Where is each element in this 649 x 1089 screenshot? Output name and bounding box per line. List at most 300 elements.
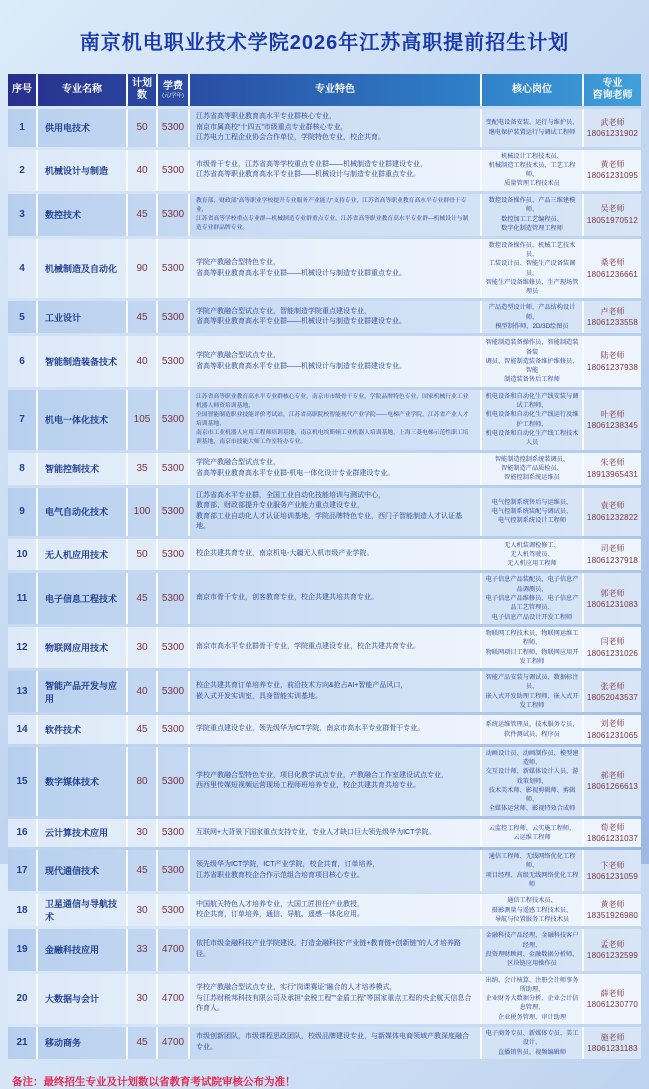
column-header-2 [38, 74, 128, 106]
feature-line: 江苏省高等职业教育高水平专业群——机械设计与制造专业群重点专业。 [196, 171, 420, 179]
tuition-value: 5300 [158, 194, 190, 236]
consult-teacher [584, 894, 641, 926]
table-row-10 [8, 539, 641, 571]
table-row-5 [8, 301, 641, 333]
major-features [190, 747, 482, 816]
position-line: 智能生产设备维修员、生产现场管理员 [485, 278, 579, 296]
position-line: 工装设计员、智能生产设备装调员、 [488, 260, 576, 277]
table-row-12 [8, 627, 641, 668]
tuition-value: 5300 [158, 239, 190, 299]
feature-line: 南京市工业机器人应用工程师培训基地，南京机电埃斯顿工业机器人培训基地，上海三菱电梯示范性职工培训基地，南京市技能大师工作室特办专业。 [196, 429, 469, 445]
teacher-phone: 18061231083 [586, 599, 639, 609]
position-line: 云运维工程师 [513, 833, 551, 841]
tuition-value: 5300 [158, 453, 190, 485]
table-row-3 [8, 194, 641, 236]
core-positions [482, 850, 584, 891]
major-features [190, 150, 482, 191]
feature-line: 互联网+大背景下国家重点支持专业，专业人才缺口巨大领先级华为ICT学院。 [196, 828, 436, 836]
feature-line: 江苏省高等职业教育高水平专业群核心专业，南京市市级骨干专业，学院品牌特色专业，国家机械行业工业机器人师资培训基地， [196, 393, 469, 409]
consult-teacher [584, 974, 641, 1024]
teacher-name: 闫老师 [600, 637, 625, 647]
position-line: 数控设备操作员、产品三维建模师、 [488, 197, 576, 214]
major-name: 软件技术 [38, 715, 128, 743]
position-line: 项目经理、高级无线网络优化工程师 [485, 871, 579, 889]
core-positions [482, 390, 584, 450]
position-line: 电子信息产品维修员、电子信息产品工艺管理员、 [485, 595, 579, 612]
plan-count: 105 [128, 390, 158, 450]
consult-teacher [584, 850, 641, 891]
position-line: 智能控制系统运维员 [504, 474, 560, 482]
consult-teacher [584, 627, 641, 668]
plan-count: 45 [128, 573, 158, 623]
position-line: 产品造型设计师、产品结构设计师、 [488, 304, 576, 321]
consult-teacher [584, 715, 641, 743]
consult-teacher [584, 239, 641, 299]
row-number: 6 [8, 336, 38, 386]
consult-teacher [584, 336, 641, 386]
teacher-phone: 18061236661 [586, 269, 639, 279]
plan-count: 45 [128, 194, 158, 236]
position-line: 模型制作师、2D/3D绘图员 [495, 323, 569, 330]
feature-line: 教育部、财政部提升专业服务产业能力重点建设专业， [196, 502, 364, 510]
position-line: 通信工程师、无线网络优化工程师、 [488, 853, 576, 870]
feature-line: 市级骨干专业，江苏省高等学校重点专业群——机械制造专业群建设专业， [196, 160, 427, 168]
consult-teacher [584, 390, 641, 450]
feature-line: 省高等职业教育高水平专业群——机械设计与制造专业群重点专业。 [196, 269, 406, 277]
position-line: 机械制造工程技术员、工艺工程师、 [488, 161, 576, 179]
feature-line: 市级创新团队，市级课程思政团队，校级品牌建设专业，与新媒体电商领域产教深度融合专业。 [196, 1033, 469, 1051]
plan-count: 50 [128, 539, 158, 571]
tuition-value: 4700 [158, 929, 190, 970]
major-features [190, 627, 482, 668]
teacher-phone: 18061230770 [586, 999, 639, 1009]
teacher-phone: 18061232822 [586, 512, 639, 522]
teacher-name: 黄老师 [600, 900, 625, 910]
teacher-name: 荀老师 [600, 822, 625, 832]
major-features [190, 715, 482, 743]
core-positions [482, 109, 584, 147]
position-line: 电子信息产品装配员、电子信息产品调测员、 [485, 576, 579, 593]
feature-line: 西西里传媒短视频运营现场工程师班培养专业，校企共建共育共培专业。 [196, 782, 420, 790]
feature-line: 学院重点建设专业，领先级华为ICT学院，南京市高水平专业群骨干专业。 [196, 725, 425, 733]
table-body [8, 109, 641, 1059]
teacher-phone: 18061231037 [586, 833, 639, 843]
header-label: 学费 [163, 80, 183, 92]
teacher-phone: 18061231026 [586, 648, 639, 658]
major-name: 智能控制技术 [38, 453, 128, 485]
position-line: 企业财务大数据分析、企业会计信息管理、 [485, 995, 579, 1012]
position-line: 机电设备和自动化生产线安装与调试工程师、 [485, 392, 579, 410]
tuition-value: 5300 [158, 747, 190, 816]
major-name: 智能产品开发与应用 [38, 671, 128, 712]
position-line: 继电保护装置运行与调试工程师 [488, 128, 576, 136]
position-line: 智能制造控制系统装调员、 [494, 455, 570, 463]
column-header-4 [158, 74, 190, 106]
header-label: 计划数 [132, 78, 152, 101]
table-row-18 [8, 894, 641, 926]
row-number: 11 [8, 573, 38, 623]
major-name: 数控技术 [38, 194, 128, 236]
table-row-2 [8, 150, 641, 191]
plan-count: 30 [128, 894, 158, 926]
tuition-value: 5300 [158, 627, 190, 668]
position-line: 变配电设备安装、运行与维护员、 [485, 119, 579, 127]
major-name: 数字媒体技术 [38, 747, 128, 816]
feature-line: 南京市属高校“十四五”市级重点专业群核心专业， [196, 123, 348, 131]
teacher-name: 薛老师 [600, 988, 625, 998]
position-line: 物联网工程技术员、物联网运维工程师、 [485, 629, 579, 647]
core-positions [482, 573, 584, 623]
position-line: 企业税务管理、审计助理 [497, 1013, 567, 1021]
position-line: 电子信息产品设计开发工程师 [491, 613, 573, 621]
teacher-phone: 18351926980 [586, 911, 639, 921]
table-row-8 [8, 453, 641, 485]
teacher-name: 司老师 [600, 544, 625, 554]
teacher-name: 郭老师 [600, 588, 625, 598]
tuition-value: 5300 [158, 850, 190, 891]
row-number: 10 [8, 539, 38, 571]
table-row-13 [8, 671, 641, 712]
feature-line: 学院产教融合型试点专业， [196, 352, 280, 360]
plan-count: 30 [128, 974, 158, 1024]
feature-line: 教育部工业自动化人才认证培训基地，学院品牌特色专业，西门子智能制造人才认证基地。 [196, 512, 462, 531]
row-number: 13 [8, 671, 38, 712]
header-label: 专业特色 [315, 84, 355, 95]
feature-line: 学校产教融合型试点专业，实行“岗课赛证”融合的人才培养模式， [196, 984, 397, 992]
table-header-row [8, 74, 641, 106]
consult-teacher [584, 929, 641, 970]
teacher-name: 朱老师 [600, 458, 625, 468]
major-name: 大数据与会计 [38, 974, 128, 1024]
feature-line: 江苏省高水平专业群，全国工业自动化技能培训与测试中心， [196, 491, 385, 499]
feature-line: 省高等职业教育高水平专业群-机电一体化设计专业群建设专业。 [196, 469, 395, 477]
tuition-value: 5300 [158, 301, 190, 333]
position-line: 数控设备操作员、机械工艺技术员、 [488, 241, 576, 258]
teacher-phone: 18052043537 [586, 692, 639, 702]
plan-count: 45 [128, 1027, 158, 1059]
table-row-1 [8, 109, 641, 147]
consult-teacher [584, 747, 641, 816]
row-number: 15 [8, 747, 38, 816]
core-positions [482, 336, 584, 386]
feature-line: 校企共建共育专业，南京机电-大疆无人机市级产业学院。 [196, 550, 374, 558]
row-number: 16 [8, 819, 38, 847]
position-line: 智能制造装备操作员、智能制造装备装 [485, 339, 579, 356]
core-positions [482, 671, 584, 712]
feature-line: 全国智能制造职业技能评价考试站，江苏省高职院校智能现代产业学院——电梯产业学院，江苏省产业人才培训基地， [196, 411, 469, 427]
position-line: 电气控制系统设计工程师 [497, 517, 567, 525]
teacher-name: 袁老师 [600, 501, 625, 511]
position-line: 投资理财顾问、金融数据分析师、 [485, 950, 579, 958]
tuition-value: 5300 [158, 671, 190, 712]
teacher-name: 陆老师 [600, 351, 625, 361]
major-features [190, 239, 482, 299]
teacher-phone: 18061231065 [586, 730, 639, 740]
major-name: 云计算技术应用 [38, 819, 128, 847]
row-number: 17 [8, 850, 38, 891]
teacher-name: 叶老师 [600, 409, 625, 419]
core-positions [482, 894, 584, 926]
plan-count: 80 [128, 747, 158, 816]
feature-line: 中国航天特色人才培养专业，大国工匠担任产业教授， [196, 900, 364, 908]
position-line: 通信工程技术员、 [507, 897, 557, 905]
tuition-value: 5300 [158, 336, 190, 386]
header-label: 序号 [12, 84, 32, 95]
teacher-phone: 18061237938 [586, 362, 639, 372]
core-positions [482, 488, 584, 536]
major-features [190, 539, 482, 571]
teacher-name: 卞老师 [600, 860, 625, 870]
position-line: 数控加工工艺编程员、 [501, 215, 563, 223]
major-name: 物联网应用技术 [38, 627, 128, 668]
position-line: 制造装备售后工程师 [504, 376, 560, 384]
teacher-phone: 18913965431 [586, 469, 639, 479]
row-number: 9 [8, 488, 38, 536]
teacher-phone: 18061232599 [586, 950, 639, 960]
consult-teacher [584, 301, 641, 333]
column-header-7 [584, 74, 641, 106]
consult-teacher [584, 539, 641, 571]
position-line: 机电设备和自动化生产线工程技术人员 [485, 430, 579, 447]
table-row-16 [8, 819, 641, 847]
major-features [190, 488, 482, 536]
core-positions [482, 194, 584, 236]
row-number: 3 [8, 194, 38, 236]
row-number: 1 [8, 109, 38, 147]
teacher-phone: 18061231902 [586, 128, 639, 138]
page-title: 南京机电职业技术学院2026年江苏高职提前招生计划 [79, 32, 570, 54]
tuition-value: 4700 [158, 974, 190, 1024]
teacher-name: 郝老师 [600, 771, 625, 781]
feature-line: 校企共育，订单培养，通信、导航、遥感一体化应用。 [196, 911, 364, 919]
header-label: 核心岗位 [512, 84, 552, 95]
feature-line: 南京市骨干专业，创客教育专业，校企共建共培共育专业。 [196, 594, 378, 602]
core-positions [482, 1027, 584, 1059]
table-row-7 [8, 390, 641, 450]
tuition-value: 5300 [158, 819, 190, 847]
row-number: 18 [8, 894, 38, 926]
row-number: 20 [8, 974, 38, 1024]
feature-line: 嵌入式开发实训室，具身智能实训基地。 [196, 692, 322, 700]
feature-line: 省高等职业教育高水平专业群——机械设计与制造专业群建设专业。 [196, 318, 406, 326]
consult-teacher [584, 819, 641, 847]
teacher-name: 孟老师 [600, 939, 625, 949]
major-features [190, 671, 482, 712]
major-features [190, 301, 482, 333]
major-features [190, 894, 482, 926]
feature-line: 教育部、财政部“高等职业学校提升专业服务产业能力”支持专业，江苏省高等职业教育高水平专业群骨干专业， [196, 197, 467, 213]
position-line: 导航与位置服务工程技术员 [494, 915, 570, 923]
plan-count: 35 [128, 453, 158, 485]
major-name: 移动商务 [38, 1027, 128, 1059]
major-name: 工业设计 [38, 301, 128, 333]
teacher-name: 张老师 [600, 681, 625, 691]
feature-line: 江苏省职业教育校企合作示范组合培育项目核心专业。 [196, 871, 364, 879]
major-name: 金融科技应用 [38, 929, 128, 970]
teacher-phone: 18061231183 [587, 1043, 638, 1053]
row-number: 2 [8, 150, 38, 191]
position-line: 云监控工程师、云实施工程师、 [488, 824, 576, 832]
position-line: 系统运维管理员、技术服务专员、 [485, 721, 579, 729]
feature-line: 学院产教融合型试点专业， [196, 459, 280, 467]
position-line: 物联网项目工程师、物联网应用开发工程师 [485, 648, 579, 665]
position-line: 金融科技产品经理、金融科技客户经理、 [485, 932, 579, 949]
teacher-name: 施老师 [600, 1032, 625, 1042]
position-line: 电气控制系统装配与调试员、 [491, 507, 573, 515]
major-name: 智能制造装备技术 [38, 336, 128, 386]
header-label: 专业 [602, 78, 623, 89]
feature-line: 领先级华为ICT学院，ICT产业学院，校企共育，订单培养， [196, 861, 380, 869]
feature-line: 学校产教融合型特色专业，项目化教学试点专业，产教融合工作室建设试点专业， [196, 771, 448, 779]
position-line: 智能制造产品质检员、 [501, 464, 563, 472]
major-features [190, 194, 482, 236]
tuition-value: 5300 [158, 488, 190, 536]
major-name: 现代通信技术 [38, 850, 128, 891]
teacher-phone: 18061266613 [586, 782, 639, 792]
major-name: 供用电技术 [38, 109, 128, 147]
table-row-14 [8, 715, 641, 743]
tuition-value: 5300 [158, 150, 190, 191]
consult-teacher [584, 1027, 641, 1059]
table-row-17 [8, 850, 641, 891]
core-positions [482, 301, 584, 333]
teacher-phone: 18061237918 [586, 555, 639, 565]
position-line: 软件测试员、程序员 [504, 730, 560, 738]
tuition-value: 5300 [158, 539, 190, 571]
major-features [190, 1027, 482, 1059]
row-number: 4 [8, 239, 38, 299]
feature-line: 学院产教融合型特色专业， [196, 259, 280, 267]
teacher-name: 刘老师 [600, 719, 625, 729]
major-features [190, 336, 482, 386]
tuition-value: 5300 [158, 109, 190, 147]
plan-count: 90 [128, 239, 158, 299]
major-name: 机械制造及自动化 [38, 239, 128, 299]
major-features [190, 819, 482, 847]
teacher-phone: 18061238345 [586, 420, 639, 430]
plan-count: 45 [128, 301, 158, 333]
position-line: 全媒体运营师、影视特效合成师 [488, 805, 576, 813]
major-features [190, 850, 482, 891]
teacher-name: 武老师 [600, 117, 625, 127]
table-row-11 [8, 573, 641, 623]
header-sublabel: (元/学年) [162, 92, 184, 99]
teacher-phone: 18061231059 [586, 871, 639, 881]
position-line: 动画设计员、动画制作员、模型建造师、 [485, 749, 579, 766]
plan-count: 30 [128, 627, 158, 668]
header-label: 咨询老师 [592, 90, 633, 101]
major-name: 无人机应用技术 [38, 539, 128, 571]
position-line: 电气控制系统售后与运维员、 [491, 498, 573, 506]
major-features [190, 974, 482, 1024]
feature-line: 江苏省高等职业教育高水平专业群核心专业， [196, 113, 336, 120]
position-line: 智能产品安装与调试员、数据标注员、 [485, 674, 579, 691]
consult-teacher [584, 150, 641, 191]
admission-plan-table [8, 71, 641, 1062]
row-number: 8 [8, 453, 38, 485]
row-number: 19 [8, 929, 38, 970]
position-line: 调员、智能制造装备维护维修员、智能 [485, 357, 579, 375]
table-row-19 [8, 929, 641, 970]
position-line: 无人机应用工程师 [507, 560, 557, 568]
table-row-21 [8, 1027, 641, 1059]
position-line: 机械设计工程技术员、 [501, 152, 563, 160]
core-positions [482, 819, 584, 847]
plan-count: 33 [128, 929, 158, 970]
teacher-phone: 18061233558 [586, 318, 639, 328]
position-line: 技术美术师、影视剪辑师、剪辑师、 [488, 786, 576, 804]
consult-teacher [584, 194, 641, 236]
feature-line: 校企共建共育订单培养专业，前沿技术方向&抢占AI+智能产品风口， [196, 682, 408, 690]
column-header-6 [482, 74, 584, 106]
column-header-1 [8, 74, 38, 106]
tuition-value: 5300 [158, 715, 190, 743]
plan-count: 40 [128, 671, 158, 712]
tuition-value: 5300 [158, 573, 190, 623]
feature-line: 依托市级金融科技产业学院建设，打造金融科技“产业链+教育链+创新链”的人才培养路径。 [196, 940, 461, 958]
position-line: 电子商务专员、新媒体专员、美工设计、 [485, 1030, 579, 1047]
table-row-15 [8, 747, 641, 816]
position-line: 嵌入式开发助理工程师、嵌入式开发工程师 [485, 692, 579, 710]
table-row-4 [8, 239, 641, 299]
teacher-name: 桑老师 [600, 258, 625, 268]
major-features [190, 109, 482, 147]
core-positions [482, 627, 584, 668]
major-name: 机械设计与制造 [38, 150, 128, 191]
core-positions [482, 453, 584, 485]
major-name: 电气自动化技术 [38, 488, 128, 536]
core-positions [482, 715, 584, 743]
major-name: 电子信息工程技术 [38, 573, 128, 623]
major-name: 机电一体化技术 [38, 390, 128, 450]
row-number: 12 [8, 627, 38, 668]
plan-count: 30 [128, 819, 158, 847]
column-header-5 [190, 74, 482, 106]
teacher-name: 卢老师 [600, 307, 625, 317]
core-positions [482, 974, 584, 1024]
position-line: 无人机驾驶员、 [510, 550, 554, 558]
position-line: 交互设计师、新媒体设计人员、游戏策划师、 [485, 768, 579, 785]
column-header-3 [128, 74, 158, 106]
major-features [190, 573, 482, 623]
position-line: 摄影测量与遥感工程技术员、 [491, 906, 573, 914]
consult-teacher [584, 109, 641, 147]
teacher-phone: 18061231095 [586, 171, 639, 181]
consult-teacher [584, 453, 641, 485]
table-row-20 [8, 974, 641, 1024]
position-line: 出纳、会计核算、注册会计师事务所助理、 [485, 976, 579, 993]
plan-count: 40 [128, 150, 158, 191]
major-name: 卫星通信与导航技术 [38, 894, 128, 926]
plan-count: 40 [128, 336, 158, 386]
core-positions [482, 150, 584, 191]
position-line: 机电设备和自动化生产线运行及维护工程师、 [485, 411, 579, 428]
major-features [190, 929, 482, 970]
row-number: 21 [8, 1027, 38, 1059]
position-line: 区块链应用操作员 [507, 960, 557, 968]
plan-count: 45 [128, 850, 158, 891]
row-number: 14 [8, 715, 38, 743]
feature-line: 江苏电力工程企业协会合作单位，学院特色专业，校企共育。 [196, 134, 385, 141]
tuition-value: 5300 [158, 894, 190, 926]
feature-line: 与江苏财税邦科技有限公司及承担“金税工程”“金盾工程”等国家重点工程的央企航天信息合作育人。 [196, 994, 472, 1013]
position-line: 无人机装调检修工、 [504, 541, 560, 549]
table-row-6 [8, 336, 641, 386]
header-label: 专业名称 [62, 84, 102, 95]
teacher-name: 吴老师 [600, 204, 625, 214]
major-features [190, 453, 482, 485]
core-positions [482, 539, 584, 571]
